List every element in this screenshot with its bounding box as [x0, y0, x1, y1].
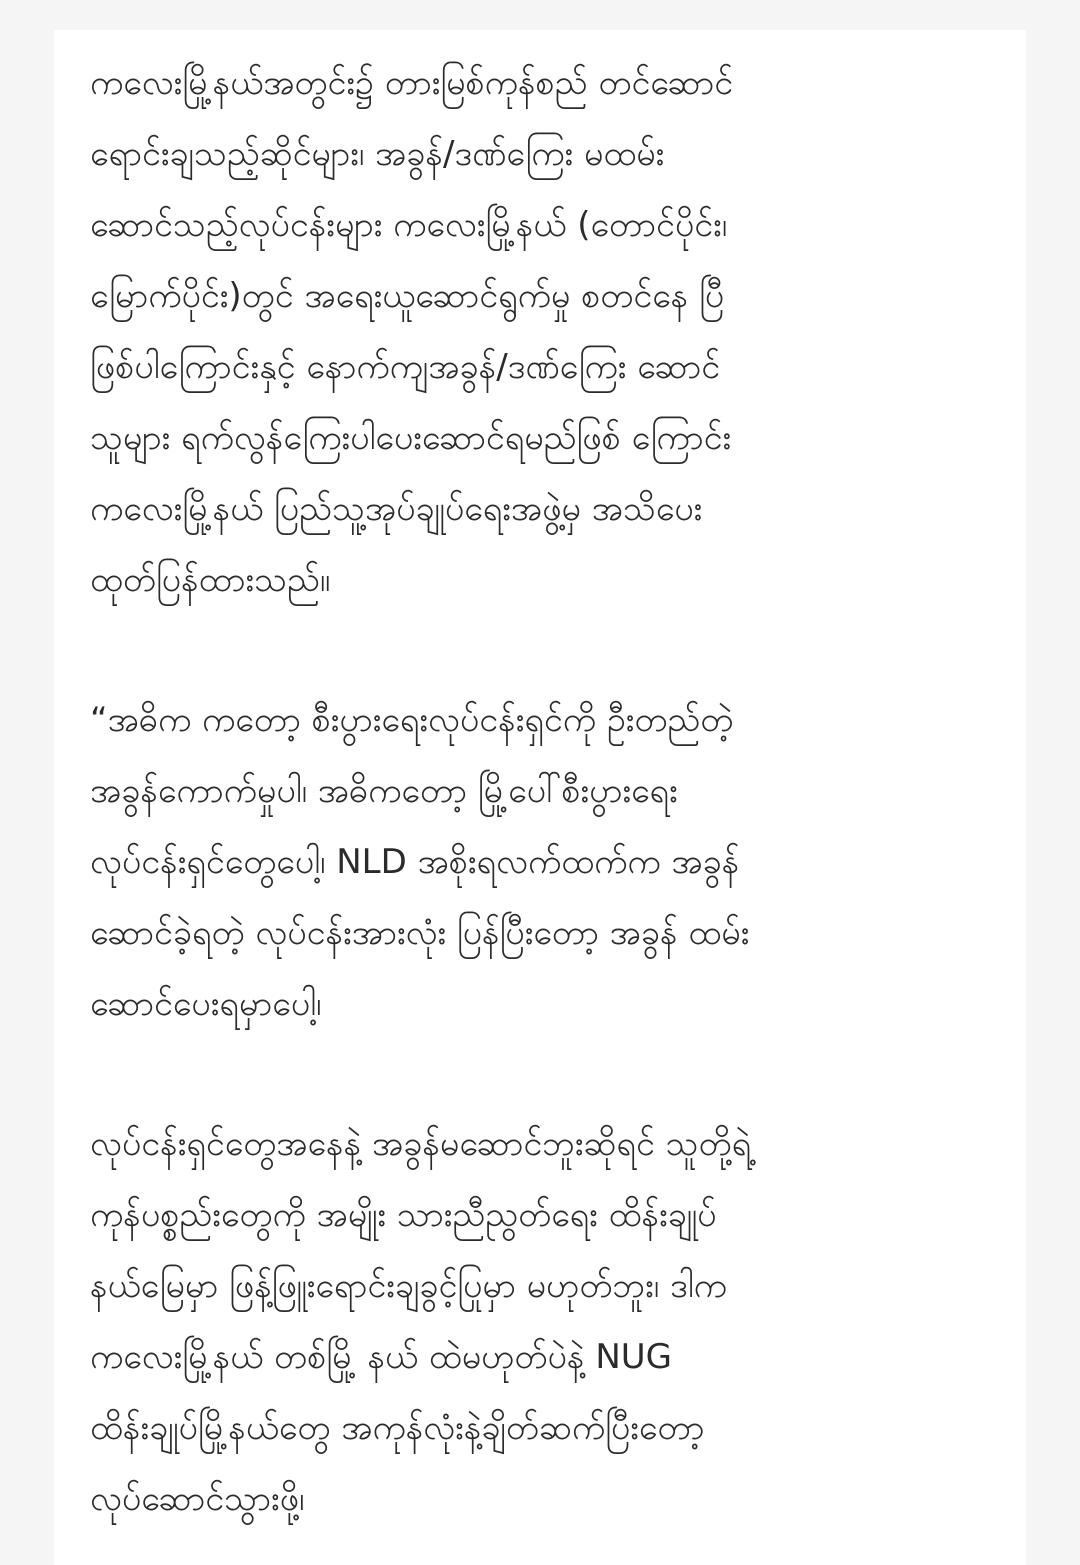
- text-line: ဆောင်ခဲ့ရတဲ့ လုပ်ငန်းအားလုံး ပြန်ပြီးတော့ အခွန် ထမ်း: [90, 913, 750, 953]
- text-line: ကလေးမြို့နယ် ပြည်သူ့အုပ်ချုပ်ရေးအဖွဲ့မှ အသိပေး: [90, 489, 703, 529]
- text-line: ကလေးမြို့နယ်အတွင်း၌ တားမြစ်ကုန်စည် တင်ဆောင်: [90, 63, 734, 103]
- text-line: ထုတ်ပြန်ထားသည်။: [90, 560, 331, 600]
- text-line: လုပ်ငန်းရှင်တွေအနေနဲ့ အခွန်မဆောင်ဘူးဆိုရင် သူတို့ရဲ့: [90, 1124, 752, 1164]
- paragraph-3: [90, 1109, 990, 1535]
- text-line: လုပ်ဆောင်သွားဖို့၊: [90, 1479, 305, 1519]
- text-line: ကုန်ပစ္စည်းတွေကို အမျိုး သားညီညွတ်ရေး ထိန်းချုပ်: [90, 1195, 717, 1235]
- text-line: ဆောင်သည့်လုပ်ငန်းများ ကလေးမြို့နယ် (တောင်ပိုင်း၊: [90, 205, 728, 245]
- text-line: ရောင်းချသည့်ဆိုင်များ၊ အခွန်/ဒဏ်ကြေး မထမ်း: [90, 134, 665, 174]
- text-line: အခွန်ကောက်မှုပါ၊ အဓိကတော့ မြို့ပေါ်စီးပွားရေး: [90, 771, 678, 811]
- paragraph-2: [90, 685, 990, 1040]
- text-line: သူများ ရက်လွန်ကြေးပါပေးဆောင်ရမည်ဖြစ် ကြောင်း: [90, 418, 732, 458]
- text-line: လုပ်ငန်းရှင်တွေပေါ့၊ NLD အစိုးရလက်ထက်က အခွန်: [90, 842, 740, 882]
- text-line: မြောက်ပိုင်း)တွင် အရေးယူဆောင်ရွက်မှု စတင်နေ ပြီ: [90, 276, 725, 316]
- text-line: ကလေးမြို့နယ် တစ်မြို့ နယ် ထဲမဟုတ်ပဲနဲ့ NUG: [90, 1337, 672, 1377]
- text-line: ဆောင်ပေးရမှာပေါ့၊: [90, 984, 322, 1024]
- article-card: [54, 30, 1026, 1565]
- article-body: [90, 48, 990, 1535]
- text-line: “အဓိက ကတော့ စီးပွားရေးလုပ်ငန်းရှင်ကို ဦးတည်တဲ့: [90, 700, 734, 740]
- paragraph-1: [90, 48, 990, 616]
- text-line: ဖြစ်ပါကြောင်းနှင့် နောက်ကျအခွန်/ဒဏ်ကြေး ဆောင်: [90, 347, 721, 387]
- text-line: နယ်မြေမှာ ဖြန့်ဖြူးရောင်းချခွင့်ပြုမှာ မဟုတ်ဘူး၊ ဒါက: [90, 1266, 727, 1306]
- text-line: ထိန်းချုပ်မြို့နယ်တွေ အကုန်လုံးနဲ့ချိတ်ဆက်ပြီးတော့: [90, 1408, 705, 1448]
